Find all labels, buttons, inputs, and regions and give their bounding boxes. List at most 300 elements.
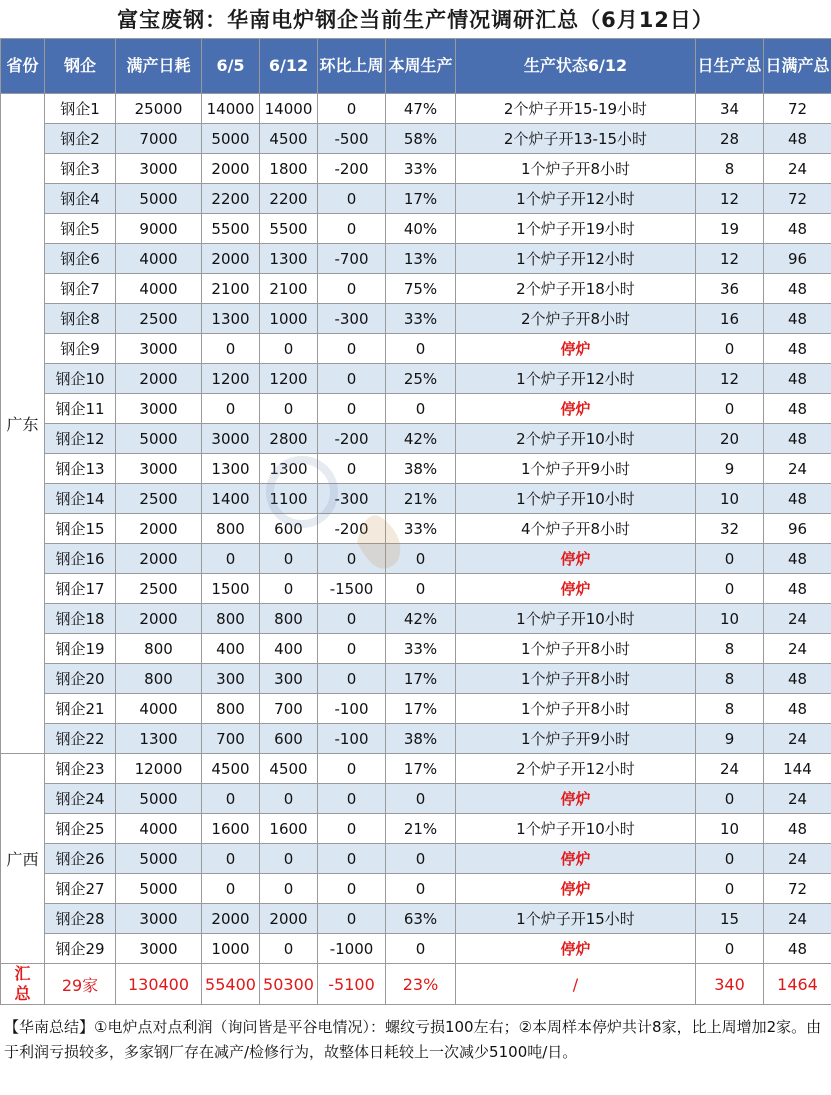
header-wow-change: 环比上周 bbox=[318, 39, 386, 94]
curr-date-cell: 0 bbox=[260, 784, 318, 814]
daily-production-cell: 10 bbox=[696, 604, 764, 634]
status-cell: 停炉 bbox=[456, 394, 696, 424]
production-table bbox=[0, 38, 831, 1005]
full-capacity-cell: 12000 bbox=[116, 754, 202, 784]
status-cell: 1个炉子开12小时 bbox=[456, 364, 696, 394]
wow-change-cell: -700 bbox=[318, 244, 386, 274]
daily-full-cell: 24 bbox=[764, 154, 831, 184]
wow-change-cell: 0 bbox=[318, 904, 386, 934]
weekly-production-cell: 63% bbox=[386, 904, 456, 934]
daily-full-cell: 24 bbox=[764, 724, 831, 754]
curr-date-cell: 0 bbox=[260, 334, 318, 364]
status-cell: 停炉 bbox=[456, 544, 696, 574]
prev-date-cell: 0 bbox=[202, 784, 260, 814]
company-cell: 钢企10 bbox=[45, 364, 116, 394]
weekly-production-cell: 0 bbox=[386, 394, 456, 424]
daily-production-cell: 36 bbox=[696, 274, 764, 304]
summary-count: 29家 bbox=[45, 964, 116, 1005]
daily-full-cell: 96 bbox=[764, 244, 831, 274]
summary-row bbox=[1, 964, 831, 1005]
company-cell: 钢企4 bbox=[45, 184, 116, 214]
prev-date-cell: 2200 bbox=[202, 184, 260, 214]
weekly-production-cell: 13% bbox=[386, 244, 456, 274]
table-body bbox=[1, 94, 831, 1005]
full-capacity-cell: 7000 bbox=[116, 124, 202, 154]
company-cell: 钢企11 bbox=[45, 394, 116, 424]
header-row bbox=[1, 39, 831, 94]
table-row bbox=[1, 364, 831, 394]
curr-date-cell: 1600 bbox=[260, 814, 318, 844]
prev-date-cell: 800 bbox=[202, 604, 260, 634]
company-cell: 钢企29 bbox=[45, 934, 116, 964]
table-row bbox=[1, 214, 831, 244]
prev-date-cell: 400 bbox=[202, 634, 260, 664]
weekly-production-cell: 25% bbox=[386, 364, 456, 394]
wow-change-cell: 0 bbox=[318, 604, 386, 634]
header-company: 钢企 bbox=[45, 39, 116, 94]
weekly-production-cell: 17% bbox=[386, 694, 456, 724]
daily-production-cell: 0 bbox=[696, 874, 764, 904]
daily-production-cell: 8 bbox=[696, 664, 764, 694]
wow-change-cell: -200 bbox=[318, 424, 386, 454]
status-cell: 2个炉子开13-15小时 bbox=[456, 124, 696, 154]
header-production-status: 生产状态6/12 bbox=[456, 39, 696, 94]
status-cell: 1个炉子开10小时 bbox=[456, 604, 696, 634]
daily-full-cell: 48 bbox=[764, 814, 831, 844]
prev-date-cell: 5500 bbox=[202, 214, 260, 244]
wow-change-cell: 0 bbox=[318, 784, 386, 814]
wow-change-cell: 0 bbox=[318, 664, 386, 694]
full-capacity-cell: 5000 bbox=[116, 784, 202, 814]
prev-date-cell: 1500 bbox=[202, 574, 260, 604]
wow-change-cell: -1500 bbox=[318, 574, 386, 604]
full-capacity-cell: 2500 bbox=[116, 484, 202, 514]
daily-production-cell: 12 bbox=[696, 364, 764, 394]
daily-production-cell: 16 bbox=[696, 304, 764, 334]
table-row bbox=[1, 634, 831, 664]
full-capacity-cell: 5000 bbox=[116, 844, 202, 874]
daily-production-cell: 24 bbox=[696, 754, 764, 784]
weekly-production-cell: 42% bbox=[386, 604, 456, 634]
status-cell: 4个炉子开8小时 bbox=[456, 514, 696, 544]
prev-date-cell: 2000 bbox=[202, 904, 260, 934]
daily-full-cell: 48 bbox=[764, 424, 831, 454]
weekly-production-cell: 0 bbox=[386, 874, 456, 904]
status-cell: 2个炉子开8小时 bbox=[456, 304, 696, 334]
daily-full-cell: 144 bbox=[764, 754, 831, 784]
weekly-production-cell: 40% bbox=[386, 214, 456, 244]
company-cell: 钢企26 bbox=[45, 844, 116, 874]
table-row bbox=[1, 694, 831, 724]
wow-change-cell: 0 bbox=[318, 874, 386, 904]
curr-date-cell: 14000 bbox=[260, 94, 318, 124]
wow-change-cell: -500 bbox=[318, 124, 386, 154]
weekly-production-cell: 17% bbox=[386, 754, 456, 784]
daily-full-cell: 24 bbox=[764, 784, 831, 814]
curr-date-cell: 1800 bbox=[260, 154, 318, 184]
prev-date-cell: 0 bbox=[202, 844, 260, 874]
table-row bbox=[1, 244, 831, 274]
full-capacity-cell: 2500 bbox=[116, 574, 202, 604]
weekly-production-cell: 0 bbox=[386, 334, 456, 364]
prev-date-cell: 700 bbox=[202, 724, 260, 754]
daily-production-cell: 9 bbox=[696, 724, 764, 754]
daily-production-cell: 8 bbox=[696, 694, 764, 724]
daily-full-cell: 48 bbox=[764, 574, 831, 604]
daily-full-cell: 48 bbox=[764, 334, 831, 364]
summary-curr-date: 50300 bbox=[260, 964, 318, 1005]
header-province: 省份 bbox=[1, 39, 45, 94]
weekly-production-cell: 21% bbox=[386, 814, 456, 844]
table-row bbox=[1, 874, 831, 904]
daily-full-cell: 72 bbox=[764, 874, 831, 904]
curr-date-cell: 4500 bbox=[260, 754, 318, 784]
daily-full-cell: 48 bbox=[764, 544, 831, 574]
daily-full-cell: 48 bbox=[764, 214, 831, 244]
daily-full-cell: 48 bbox=[764, 124, 831, 154]
daily-full-cell: 48 bbox=[764, 304, 831, 334]
daily-production-cell: 28 bbox=[696, 124, 764, 154]
prev-date-cell: 0 bbox=[202, 394, 260, 424]
prev-date-cell: 3000 bbox=[202, 424, 260, 454]
status-cell: 2个炉子开12小时 bbox=[456, 754, 696, 784]
wow-change-cell: 0 bbox=[318, 844, 386, 874]
status-cell: 1个炉子开8小时 bbox=[456, 154, 696, 184]
status-cell: 1个炉子开8小时 bbox=[456, 634, 696, 664]
wow-change-cell: -200 bbox=[318, 154, 386, 184]
daily-production-cell: 34 bbox=[696, 94, 764, 124]
province-cell: 广东 bbox=[1, 94, 45, 754]
daily-production-cell: 12 bbox=[696, 244, 764, 274]
wow-change-cell: 0 bbox=[318, 634, 386, 664]
full-capacity-cell: 2000 bbox=[116, 544, 202, 574]
daily-full-cell: 48 bbox=[764, 484, 831, 514]
table-row bbox=[1, 184, 831, 214]
wow-change-cell: 0 bbox=[318, 94, 386, 124]
table-row bbox=[1, 784, 831, 814]
curr-date-cell: 0 bbox=[260, 874, 318, 904]
status-cell: 2个炉子开18小时 bbox=[456, 274, 696, 304]
header-date-prev: 6/5 bbox=[202, 39, 260, 94]
header-full-capacity: 满产日耗 bbox=[116, 39, 202, 94]
company-cell: 钢企14 bbox=[45, 484, 116, 514]
curr-date-cell: 1100 bbox=[260, 484, 318, 514]
company-cell: 钢企23 bbox=[45, 754, 116, 784]
weekly-production-cell: 0 bbox=[386, 844, 456, 874]
full-capacity-cell: 4000 bbox=[116, 694, 202, 724]
curr-date-cell: 0 bbox=[260, 544, 318, 574]
prev-date-cell: 4500 bbox=[202, 754, 260, 784]
summary-full-capacity: 130400 bbox=[116, 964, 202, 1005]
full-capacity-cell: 4000 bbox=[116, 274, 202, 304]
company-cell: 钢企2 bbox=[45, 124, 116, 154]
status-cell: 1个炉子开12小时 bbox=[456, 184, 696, 214]
wow-change-cell: 0 bbox=[318, 814, 386, 844]
table-row bbox=[1, 934, 831, 964]
wow-change-cell: 0 bbox=[318, 184, 386, 214]
status-cell: 停炉 bbox=[456, 934, 696, 964]
company-cell: 钢企17 bbox=[45, 574, 116, 604]
daily-production-cell: 0 bbox=[696, 574, 764, 604]
daily-full-cell: 48 bbox=[764, 934, 831, 964]
table-row bbox=[1, 484, 831, 514]
full-capacity-cell: 3000 bbox=[116, 334, 202, 364]
status-cell: 停炉 bbox=[456, 844, 696, 874]
curr-date-cell: 700 bbox=[260, 694, 318, 724]
daily-production-cell: 20 bbox=[696, 424, 764, 454]
wow-change-cell: 0 bbox=[318, 334, 386, 364]
summary-daily-production: 340 bbox=[696, 964, 764, 1005]
curr-date-cell: 800 bbox=[260, 604, 318, 634]
company-cell: 钢企13 bbox=[45, 454, 116, 484]
curr-date-cell: 600 bbox=[260, 724, 318, 754]
weekly-production-cell: 33% bbox=[386, 304, 456, 334]
table-row bbox=[1, 844, 831, 874]
daily-full-cell: 72 bbox=[764, 94, 831, 124]
summary-daily-full: 1464 bbox=[764, 964, 831, 1005]
curr-date-cell: 1300 bbox=[260, 244, 318, 274]
prev-date-cell: 0 bbox=[202, 874, 260, 904]
curr-date-cell: 1000 bbox=[260, 304, 318, 334]
company-cell: 钢企16 bbox=[45, 544, 116, 574]
prev-date-cell: 1200 bbox=[202, 364, 260, 394]
table-row bbox=[1, 544, 831, 574]
weekly-production-cell: 0 bbox=[386, 544, 456, 574]
daily-full-cell: 48 bbox=[764, 394, 831, 424]
status-cell: 停炉 bbox=[456, 784, 696, 814]
summary-wow-change: -5100 bbox=[318, 964, 386, 1005]
prev-date-cell: 0 bbox=[202, 334, 260, 364]
wow-change-cell: 0 bbox=[318, 214, 386, 244]
weekly-production-cell: 21% bbox=[386, 484, 456, 514]
weekly-production-cell: 17% bbox=[386, 664, 456, 694]
daily-production-cell: 8 bbox=[696, 154, 764, 184]
company-cell: 钢企7 bbox=[45, 274, 116, 304]
company-cell: 钢企24 bbox=[45, 784, 116, 814]
company-cell: 钢企9 bbox=[45, 334, 116, 364]
curr-date-cell: 600 bbox=[260, 514, 318, 544]
status-cell: 1个炉子开10小时 bbox=[456, 484, 696, 514]
prev-date-cell: 1000 bbox=[202, 934, 260, 964]
status-cell: 2个炉子开10小时 bbox=[456, 424, 696, 454]
header-date-curr: 6/12 bbox=[260, 39, 318, 94]
daily-production-cell: 0 bbox=[696, 394, 764, 424]
curr-date-cell: 2000 bbox=[260, 904, 318, 934]
wow-change-cell: 0 bbox=[318, 754, 386, 784]
daily-production-cell: 0 bbox=[696, 784, 764, 814]
prev-date-cell: 1300 bbox=[202, 304, 260, 334]
curr-date-cell: 2800 bbox=[260, 424, 318, 454]
weekly-production-cell: 58% bbox=[386, 124, 456, 154]
curr-date-cell: 1200 bbox=[260, 364, 318, 394]
curr-date-cell: 0 bbox=[260, 934, 318, 964]
full-capacity-cell: 9000 bbox=[116, 214, 202, 244]
prev-date-cell: 2000 bbox=[202, 154, 260, 184]
full-capacity-cell: 3000 bbox=[116, 454, 202, 484]
table-row bbox=[1, 754, 831, 784]
daily-full-cell: 24 bbox=[764, 904, 831, 934]
company-cell: 钢企22 bbox=[45, 724, 116, 754]
curr-date-cell: 2100 bbox=[260, 274, 318, 304]
wow-change-cell: -100 bbox=[318, 694, 386, 724]
summary-prev-date: 55400 bbox=[202, 964, 260, 1005]
table-row bbox=[1, 814, 831, 844]
table-row bbox=[1, 574, 831, 604]
weekly-production-cell: 0 bbox=[386, 934, 456, 964]
full-capacity-cell: 4000 bbox=[116, 244, 202, 274]
full-capacity-cell: 3000 bbox=[116, 394, 202, 424]
daily-full-cell: 72 bbox=[764, 184, 831, 214]
weekly-production-cell: 38% bbox=[386, 724, 456, 754]
full-capacity-cell: 4000 bbox=[116, 814, 202, 844]
wow-change-cell: -200 bbox=[318, 514, 386, 544]
full-capacity-cell: 2000 bbox=[116, 364, 202, 394]
table-row bbox=[1, 154, 831, 184]
company-cell: 钢企28 bbox=[45, 904, 116, 934]
prev-date-cell: 2000 bbox=[202, 244, 260, 274]
wow-change-cell: -1000 bbox=[318, 934, 386, 964]
wow-change-cell: -300 bbox=[318, 304, 386, 334]
prev-date-cell: 5000 bbox=[202, 124, 260, 154]
full-capacity-cell: 1300 bbox=[116, 724, 202, 754]
header-daily-production-total: 日生产总 bbox=[696, 39, 764, 94]
daily-production-cell: 15 bbox=[696, 904, 764, 934]
weekly-production-cell: 42% bbox=[386, 424, 456, 454]
company-cell: 钢企18 bbox=[45, 604, 116, 634]
weekly-production-cell: 17% bbox=[386, 184, 456, 214]
company-cell: 钢企1 bbox=[45, 94, 116, 124]
province-cell: 广西 bbox=[1, 754, 45, 964]
table-row bbox=[1, 334, 831, 364]
header-daily-full-total: 日满产总 bbox=[764, 39, 831, 94]
weekly-production-cell: 38% bbox=[386, 454, 456, 484]
daily-full-cell: 48 bbox=[764, 364, 831, 394]
wow-change-cell: 0 bbox=[318, 274, 386, 304]
company-cell: 钢企6 bbox=[45, 244, 116, 274]
daily-full-cell: 24 bbox=[764, 844, 831, 874]
curr-date-cell: 2200 bbox=[260, 184, 318, 214]
status-cell: 停炉 bbox=[456, 574, 696, 604]
daily-production-cell: 0 bbox=[696, 334, 764, 364]
prev-date-cell: 2100 bbox=[202, 274, 260, 304]
summary-label: 汇 总 bbox=[1, 964, 45, 1005]
table-row bbox=[1, 124, 831, 154]
daily-production-cell: 10 bbox=[696, 484, 764, 514]
daily-production-cell: 8 bbox=[696, 634, 764, 664]
curr-date-cell: 0 bbox=[260, 394, 318, 424]
prev-date-cell: 1300 bbox=[202, 454, 260, 484]
daily-production-cell: 9 bbox=[696, 454, 764, 484]
weekly-production-cell: 33% bbox=[386, 514, 456, 544]
summary-weekly-production: 23% bbox=[386, 964, 456, 1005]
table-row bbox=[1, 454, 831, 484]
table-row bbox=[1, 724, 831, 754]
weekly-production-cell: 33% bbox=[386, 154, 456, 184]
wow-change-cell: -300 bbox=[318, 484, 386, 514]
weekly-production-cell: 75% bbox=[386, 274, 456, 304]
company-cell: 钢企5 bbox=[45, 214, 116, 244]
prev-date-cell: 14000 bbox=[202, 94, 260, 124]
table-row bbox=[1, 394, 831, 424]
daily-production-cell: 0 bbox=[696, 934, 764, 964]
curr-date-cell: 0 bbox=[260, 574, 318, 604]
weekly-production-cell: 0 bbox=[386, 784, 456, 814]
curr-date-cell: 300 bbox=[260, 664, 318, 694]
weekly-production-cell: 33% bbox=[386, 634, 456, 664]
full-capacity-cell: 2500 bbox=[116, 304, 202, 334]
daily-production-cell: 10 bbox=[696, 814, 764, 844]
full-capacity-cell: 800 bbox=[116, 664, 202, 694]
wow-change-cell: 0 bbox=[318, 544, 386, 574]
daily-full-cell: 24 bbox=[764, 634, 831, 664]
wow-change-cell: 0 bbox=[318, 454, 386, 484]
company-cell: 钢企21 bbox=[45, 694, 116, 724]
header-weekly-production: 本周生产 bbox=[386, 39, 456, 94]
full-capacity-cell: 25000 bbox=[116, 94, 202, 124]
full-capacity-cell: 800 bbox=[116, 634, 202, 664]
table-row bbox=[1, 904, 831, 934]
status-cell: 1个炉子开15小时 bbox=[456, 904, 696, 934]
company-cell: 钢企12 bbox=[45, 424, 116, 454]
full-capacity-cell: 3000 bbox=[116, 154, 202, 184]
summary-note: 【华南总结】①电炉点对点利润（询问皆是平谷电情况）：螺纹亏损100左右；②本周样本停炉共计8家，比上周增加2家。由于利润亏损较多，多家钢厂存在减产/检修行为，故整体日耗较上一次减少5100吨/日。 bbox=[4, 1018, 822, 1061]
full-capacity-cell: 2000 bbox=[116, 514, 202, 544]
curr-date-cell: 1300 bbox=[260, 454, 318, 484]
status-cell: 1个炉子开12小时 bbox=[456, 244, 696, 274]
status-cell: 1个炉子开10小时 bbox=[456, 814, 696, 844]
daily-full-cell: 96 bbox=[764, 514, 831, 544]
company-cell: 钢企19 bbox=[45, 634, 116, 664]
status-cell: 2个炉子开15-19小时 bbox=[456, 94, 696, 124]
curr-date-cell: 400 bbox=[260, 634, 318, 664]
prev-date-cell: 1600 bbox=[202, 814, 260, 844]
curr-date-cell: 0 bbox=[260, 844, 318, 874]
daily-full-cell: 24 bbox=[764, 454, 831, 484]
weekly-production-cell: 47% bbox=[386, 94, 456, 124]
full-capacity-cell: 3000 bbox=[116, 934, 202, 964]
summary-status: / bbox=[456, 964, 696, 1005]
full-capacity-cell: 5000 bbox=[116, 424, 202, 454]
prev-date-cell: 1400 bbox=[202, 484, 260, 514]
status-cell: 停炉 bbox=[456, 334, 696, 364]
company-cell: 钢企8 bbox=[45, 304, 116, 334]
daily-full-cell: 48 bbox=[764, 274, 831, 304]
prev-date-cell: 0 bbox=[202, 544, 260, 574]
table-row bbox=[1, 94, 831, 124]
prev-date-cell: 800 bbox=[202, 514, 260, 544]
curr-date-cell: 5500 bbox=[260, 214, 318, 244]
daily-production-cell: 0 bbox=[696, 544, 764, 574]
full-capacity-cell: 3000 bbox=[116, 904, 202, 934]
status-cell: 1个炉子开9小时 bbox=[456, 454, 696, 484]
prev-date-cell: 800 bbox=[202, 694, 260, 724]
weekly-production-cell: 0 bbox=[386, 574, 456, 604]
wow-change-cell: -100 bbox=[318, 724, 386, 754]
daily-production-cell: 19 bbox=[696, 214, 764, 244]
wow-change-cell: 0 bbox=[318, 394, 386, 424]
page-title: 富宝废钢：华南电炉钢企当前生产情况调研汇总（6月12日） bbox=[117, 8, 714, 32]
table-row bbox=[1, 424, 831, 454]
daily-production-cell: 32 bbox=[696, 514, 764, 544]
status-cell: 停炉 bbox=[456, 874, 696, 904]
status-cell: 1个炉子开19小时 bbox=[456, 214, 696, 244]
company-cell: 钢企15 bbox=[45, 514, 116, 544]
curr-date-cell: 4500 bbox=[260, 124, 318, 154]
status-cell: 1个炉子开8小时 bbox=[456, 664, 696, 694]
daily-full-cell: 48 bbox=[764, 694, 831, 724]
company-cell: 钢企27 bbox=[45, 874, 116, 904]
status-cell: 1个炉子开8小时 bbox=[456, 694, 696, 724]
